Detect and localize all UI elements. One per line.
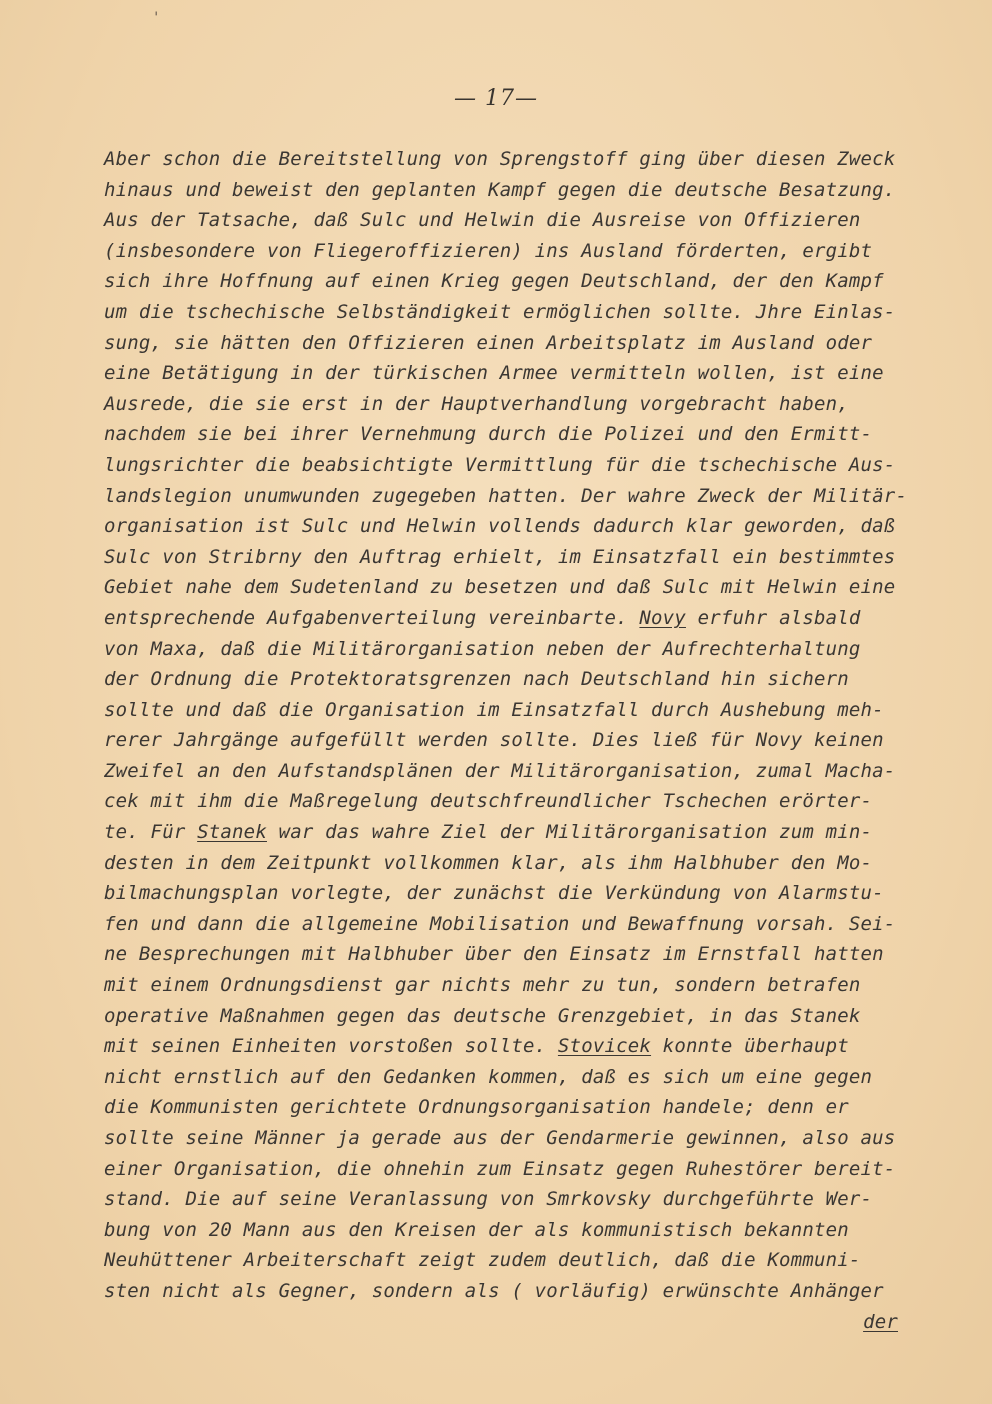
text-line-11: lungsrichter die beabsichtigte Vermittlung für die tschechische Aus- bbox=[104, 453, 896, 476]
text-line-37: Neuhüttener Arbeiterschaft zeigt zudem deutlich, daß die Kommuni- bbox=[104, 1249, 861, 1272]
text-line-35: stand. Die auf seine Veranlassung von Smrkovsky durchgeführte Wer- bbox=[104, 1188, 873, 1211]
text-line-1: Aber schon die Bereitstellung von Sprengstoff ging über diesen Zweck bbox=[104, 148, 896, 170]
catchword bbox=[104, 1307, 964, 1338]
text-line-22: cek mit ihm die Maßregelung deutschfreundlicher Tschechen erörter- bbox=[104, 790, 873, 813]
text-line-13: organisation ist Sulc und Helwin vollends dadurch klar geworden, daß bbox=[104, 515, 896, 538]
text-line-23: te. Für Stanek war das wahre Ziel der Militärorganisation zum min- bbox=[104, 821, 873, 844]
text-line-27: ne Besprechungen mit Halbhuber über den Einsatz im Ernstfall hatten bbox=[104, 943, 884, 966]
underlined-name: Stanek bbox=[197, 821, 267, 844]
text-line-17: von Maxa, daß die Militärorganisation neben der Aufrechterhaltung bbox=[104, 637, 861, 660]
text-line-30: mit seinen Einheiten vorstoßen sollte. Stovicek konnte überhaupt bbox=[104, 1035, 849, 1058]
text-line-19: sollte und daß die Organisation im Einsatzfall durch Aushebung meh- bbox=[104, 698, 884, 721]
text-line-25: bilmachungsplan vorlegte, der zunächst die Verkündung von Alarmstu- bbox=[104, 882, 884, 905]
text-line-12: landslegion unumwunden zugegeben hatten. Der wahre Zweck der Militär- bbox=[104, 484, 908, 507]
text-line-3: Aus der Tatsache, daß Sulc und Helwin die Ausreise von Offizieren bbox=[104, 209, 861, 232]
text-line-29: operative Maßnahmen gegen das deutsche Grenzgebiet, in das Stanek bbox=[104, 1004, 861, 1027]
text-line-4: (insbesondere von Fliegeroffizieren) ins Ausland förderten, ergibt bbox=[104, 239, 873, 262]
catchword-text: der bbox=[863, 1310, 898, 1333]
text-line-18: der Ordnung die Protektoratsgrenzen nach Deutschland hin sichern bbox=[104, 668, 849, 691]
text-line-38: sten nicht als Gegner, sondern als ( vorläufig) erwünschte Anhänger bbox=[104, 1279, 884, 1302]
text-line-36: bung von 20 Mann aus den Kreisen der als kommunistisch bekannten bbox=[104, 1218, 849, 1241]
text-line-9: Ausrede, die sie erst in der Hauptverhandlung vorgebracht haben, bbox=[104, 392, 849, 415]
underlined-name: Novy bbox=[639, 606, 686, 629]
text-line-32: die Kommunisten gerichtete Ordnungsorganisation handele; denn er bbox=[104, 1096, 849, 1119]
text-line-6: um die tschechische Selbständigkeit ermöglichen sollte. Jhre Einlas- bbox=[104, 300, 896, 323]
margin-mark: ' bbox=[152, 10, 161, 26]
text-line-5: sich ihre Hoffnung auf einen Krieg gegen Deutschland, der den Kampf bbox=[104, 270, 884, 293]
page-number: — 17— bbox=[454, 86, 538, 111]
text-line-31: nicht ernstlich auf den Gedanken kommen, daß es sich um eine gegen bbox=[104, 1065, 873, 1088]
text-line-21: Zweifel an den Aufstandsplänen der Militärorganisation, zumal Macha- bbox=[104, 759, 896, 782]
text-line-8: eine Betätigung in der türkischen Armee vermitteln wollen, ist eine bbox=[104, 362, 884, 385]
body-text bbox=[104, 144, 964, 1337]
text-line-7: sung, sie hätten den Offizieren einen Arbeitsplatz im Ausland oder bbox=[104, 331, 873, 354]
text-line-15: Gebiet nahe dem Sudetenland zu besetzen und daß Sulc mit Helwin eine bbox=[104, 576, 896, 599]
text-line-20: rerer Jahrgänge aufgefüllt werden sollte. Dies ließ für Novy keinen bbox=[104, 729, 884, 752]
underlined-name: Stovicek bbox=[557, 1035, 652, 1058]
text-line-16: entsprechende Aufgabenverteilung vereinbarte. Novy erfuhr alsbald bbox=[104, 606, 861, 629]
text-line-34: einer Organisation, die ohnehin zum Einsatz gegen Ruhestörer bereit- bbox=[104, 1157, 896, 1180]
text-line-2: hinaus und beweist den geplanten Kampf gegen die deutsche Besatzung. bbox=[104, 178, 896, 201]
text-line-10: nachdem sie bei ihrer Vernehmung durch die Polizei und den Ermitt- bbox=[104, 423, 873, 446]
text-line-26: fen und dann die allgemeine Mobilisation und Bewaffnung vorsah. Sei- bbox=[104, 912, 896, 935]
text-line-14: Sulc von Stribrny den Auftrag erhielt, im Einsatzfall ein bestimmtes bbox=[104, 545, 896, 568]
text-line-33: sollte seine Männer ja gerade aus der Gendarmerie gewinnen, also aus bbox=[104, 1127, 896, 1149]
text-line-24: desten in dem Zeitpunkt vollkommen klar, als ihm Halbhuber den Mo- bbox=[104, 851, 873, 874]
text-line-28: mit einem Ordnungsdienst gar nichts mehr zu tun, sondern betrafen bbox=[104, 974, 861, 997]
